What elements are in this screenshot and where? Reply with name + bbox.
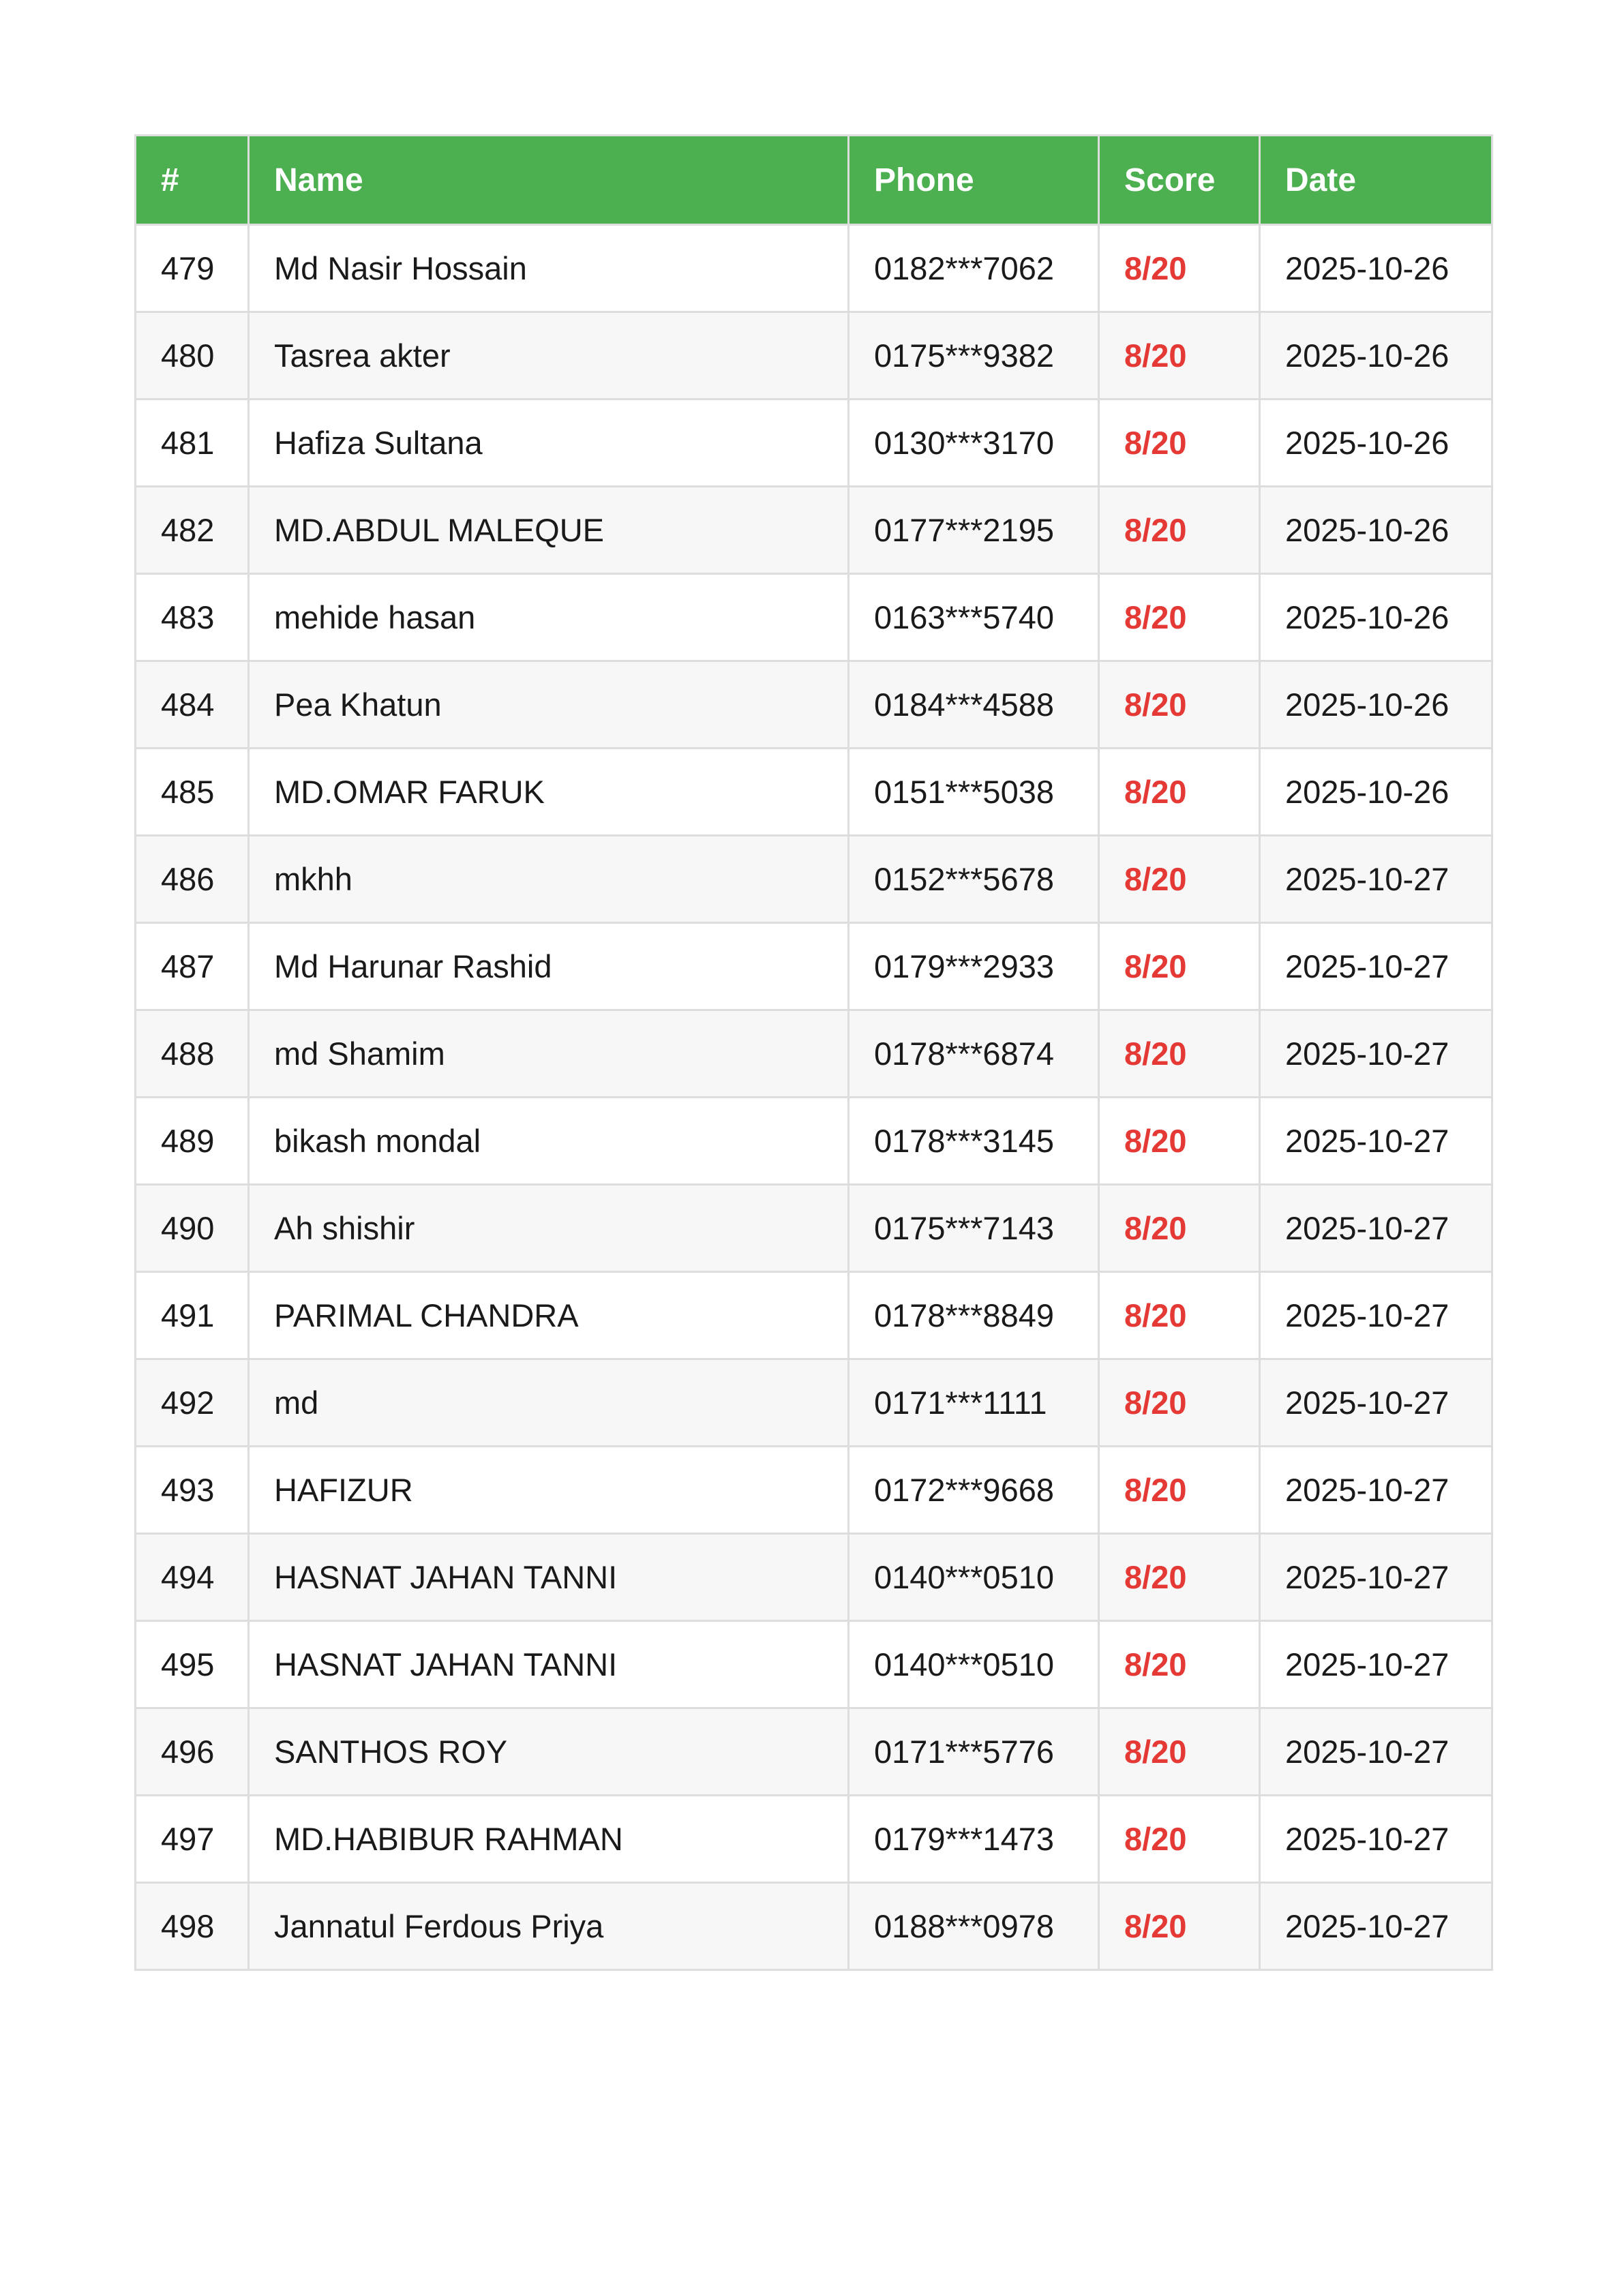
column-header-name: Name [249,136,849,225]
cell-name: MD.OMAR FARUK [249,749,849,836]
cell-phone: 0178***8849 [849,1272,1099,1359]
cell-score: 8/20 [1099,836,1260,923]
cell-date: 2025-10-26 [1260,487,1492,574]
table-row [136,1534,1492,1621]
cell-phone: 0171***1111 [849,1359,1099,1447]
table-row [136,312,1492,399]
cell-date: 2025-10-26 [1260,312,1492,399]
cell-date: 2025-10-27 [1260,1098,1492,1185]
cell-name: md Shamim [249,1010,849,1098]
cell-score: 8/20 [1099,1534,1260,1621]
cell-name: Pea Khatun [249,661,849,749]
cell-number: 490 [136,1185,249,1272]
cell-number: 498 [136,1883,249,1970]
cell-score: 8/20 [1099,749,1260,836]
cell-date: 2025-10-27 [1260,923,1492,1010]
cell-date: 2025-10-27 [1260,1883,1492,1970]
header-row [136,136,1492,225]
cell-phone: 0163***5740 [849,574,1099,661]
cell-score: 8/20 [1099,661,1260,749]
cell-score: 8/20 [1099,574,1260,661]
cell-number: 492 [136,1359,249,1447]
cell-number: 487 [136,923,249,1010]
column-header-score: Score [1099,136,1260,225]
cell-name: MD.ABDUL MALEQUE [249,487,849,574]
cell-name: Hafiza Sultana [249,399,849,487]
table-row [136,749,1492,836]
cell-score: 8/20 [1099,923,1260,1010]
cell-number: 481 [136,399,249,487]
table-header [136,136,1492,225]
cell-name: Tasrea akter [249,312,849,399]
cell-phone: 0140***0510 [849,1534,1099,1621]
table-row [136,1010,1492,1098]
cell-date: 2025-10-27 [1260,1534,1492,1621]
cell-score: 8/20 [1099,1272,1260,1359]
cell-date: 2025-10-27 [1260,1621,1492,1708]
table-row [136,1708,1492,1796]
column-header-date: Date [1260,136,1492,225]
cell-phone: 0175***9382 [849,312,1099,399]
cell-score: 8/20 [1099,225,1260,312]
cell-phone: 0172***9668 [849,1447,1099,1534]
table-row [136,1447,1492,1534]
cell-score: 8/20 [1099,1359,1260,1447]
cell-score: 8/20 [1099,1185,1260,1272]
table-row [136,1359,1492,1447]
cell-phone: 0140***0510 [849,1621,1099,1708]
cell-name: mkhh [249,836,849,923]
cell-number: 494 [136,1534,249,1621]
cell-number: 497 [136,1796,249,1883]
cell-date: 2025-10-27 [1260,1708,1492,1796]
cell-date: 2025-10-27 [1260,1359,1492,1447]
cell-date: 2025-10-26 [1260,574,1492,661]
cell-score: 8/20 [1099,1621,1260,1708]
cell-phone: 0184***4588 [849,661,1099,749]
results-table [134,134,1493,1971]
cell-name: Md Harunar Rashid [249,923,849,1010]
table-row [136,225,1492,312]
cell-name: Jannatul Ferdous Priya [249,1883,849,1970]
cell-score: 8/20 [1099,312,1260,399]
table-row [136,1185,1492,1272]
table-row [136,923,1492,1010]
cell-score: 8/20 [1099,399,1260,487]
table-row [136,1796,1492,1883]
cell-phone: 0130***3170 [849,399,1099,487]
cell-name: HAFIZUR [249,1447,849,1534]
column-header-phone: Phone [849,136,1099,225]
cell-phone: 0171***5776 [849,1708,1099,1796]
table-row [136,1272,1492,1359]
cell-name: MD.HABIBUR RAHMAN [249,1796,849,1883]
cell-phone: 0179***2933 [849,923,1099,1010]
cell-number: 493 [136,1447,249,1534]
cell-phone: 0188***0978 [849,1883,1099,1970]
table-row [136,487,1492,574]
cell-score: 8/20 [1099,1010,1260,1098]
cell-phone: 0182***7062 [849,225,1099,312]
column-header-number: # [136,136,249,225]
cell-date: 2025-10-26 [1260,399,1492,487]
cell-name: HASNAT JAHAN TANNI [249,1534,849,1621]
cell-number: 496 [136,1708,249,1796]
cell-name: PARIMAL CHANDRA [249,1272,849,1359]
cell-date: 2025-10-27 [1260,1185,1492,1272]
cell-score: 8/20 [1099,1796,1260,1883]
table-row [136,1098,1492,1185]
table-row [136,1883,1492,1970]
cell-date: 2025-10-27 [1260,1272,1492,1359]
cell-date: 2025-10-27 [1260,1010,1492,1098]
cell-phone: 0152***5678 [849,836,1099,923]
cell-name: mehide hasan [249,574,849,661]
table-row [136,661,1492,749]
cell-name: Md Nasir Hossain [249,225,849,312]
cell-number: 491 [136,1272,249,1359]
cell-score: 8/20 [1099,1883,1260,1970]
cell-name: HASNAT JAHAN TANNI [249,1621,849,1708]
cell-date: 2025-10-27 [1260,836,1492,923]
cell-name: bikash mondal [249,1098,849,1185]
table-body [136,225,1492,1970]
cell-name: Ah shishir [249,1185,849,1272]
cell-number: 485 [136,749,249,836]
cell-phone: 0151***5038 [849,749,1099,836]
cell-number: 486 [136,836,249,923]
table-row [136,399,1492,487]
table-row [136,836,1492,923]
cell-date: 2025-10-27 [1260,1447,1492,1534]
cell-number: 484 [136,661,249,749]
cell-phone: 0179***1473 [849,1796,1099,1883]
cell-number: 495 [136,1621,249,1708]
cell-number: 489 [136,1098,249,1185]
cell-date: 2025-10-26 [1260,661,1492,749]
cell-name: md [249,1359,849,1447]
cell-number: 488 [136,1010,249,1098]
cell-score: 8/20 [1099,1098,1260,1185]
cell-phone: 0178***6874 [849,1010,1099,1098]
cell-score: 8/20 [1099,1447,1260,1534]
cell-name: SANTHOS ROY [249,1708,849,1796]
table-row [136,1621,1492,1708]
table-row [136,574,1492,661]
cell-number: 483 [136,574,249,661]
cell-number: 482 [136,487,249,574]
cell-phone: 0178***3145 [849,1098,1099,1185]
cell-date: 2025-10-26 [1260,749,1492,836]
cell-phone: 0175***7143 [849,1185,1099,1272]
cell-date: 2025-10-26 [1260,225,1492,312]
cell-score: 8/20 [1099,1708,1260,1796]
cell-number: 480 [136,312,249,399]
cell-phone: 0177***2195 [849,487,1099,574]
cell-date: 2025-10-27 [1260,1796,1492,1883]
cell-number: 479 [136,225,249,312]
cell-score: 8/20 [1099,487,1260,574]
